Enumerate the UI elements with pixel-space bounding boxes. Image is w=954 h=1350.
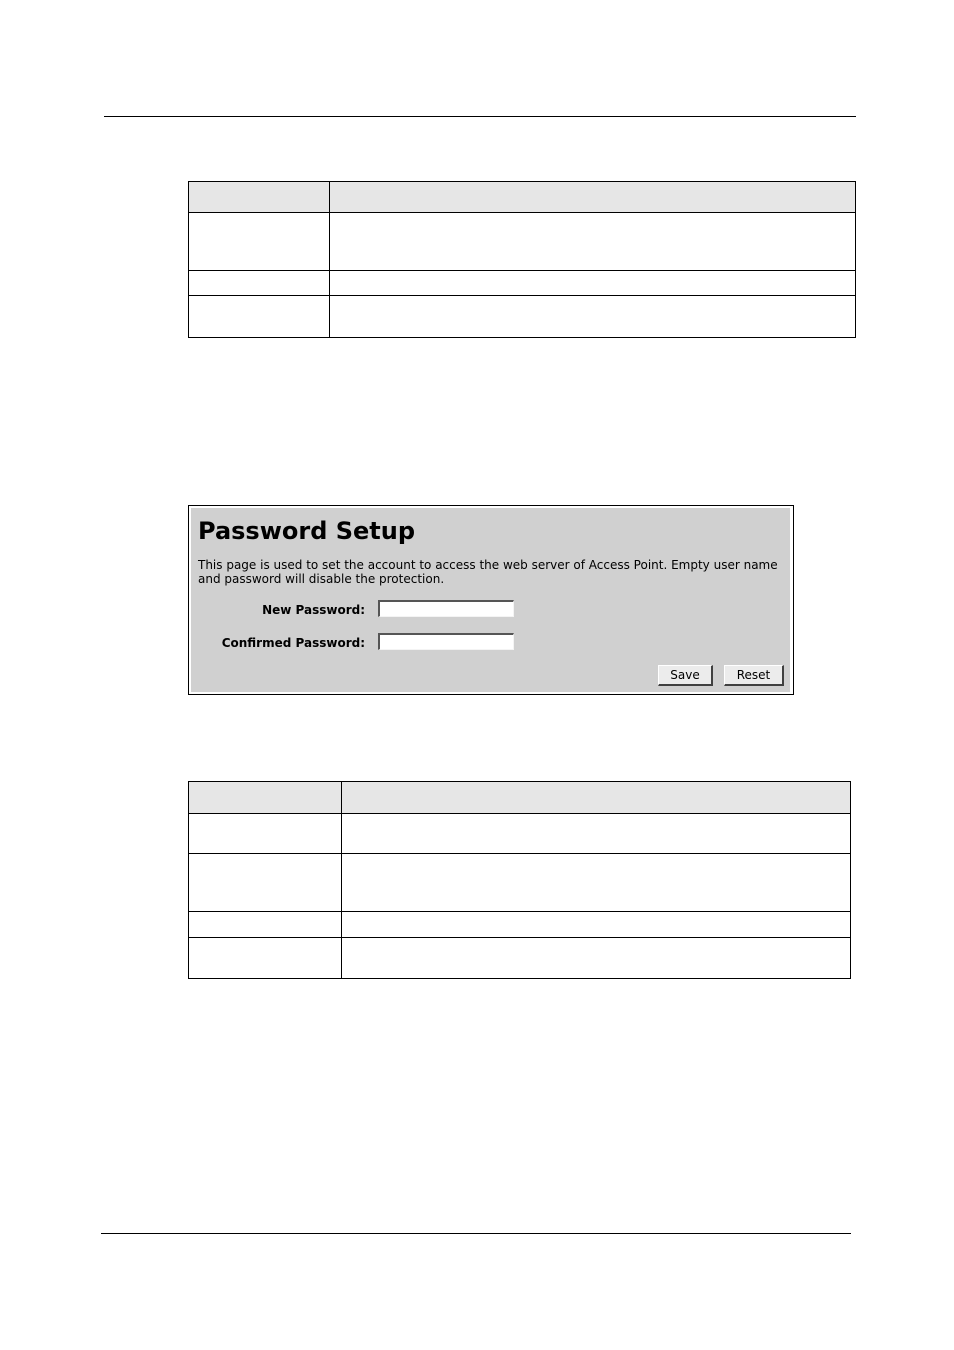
table-header-row bbox=[189, 182, 856, 213]
table-row bbox=[189, 912, 851, 938]
table-row bbox=[189, 854, 851, 912]
table-header-cell bbox=[342, 782, 851, 814]
table-cell bbox=[189, 814, 342, 854]
table-cell bbox=[342, 938, 851, 979]
table-cell bbox=[330, 296, 856, 338]
password-setup-panel bbox=[191, 508, 790, 692]
parameter-table-top bbox=[188, 181, 856, 338]
table-cell bbox=[330, 213, 856, 271]
table-row bbox=[189, 814, 851, 854]
new-password-label: New Password: bbox=[262, 603, 365, 617]
table-row bbox=[189, 213, 856, 271]
password-setup-screenshot bbox=[188, 505, 794, 695]
table-row bbox=[189, 296, 856, 338]
table-cell bbox=[189, 854, 342, 912]
new-password-input[interactable] bbox=[378, 600, 514, 617]
table-row bbox=[189, 938, 851, 979]
table-cell bbox=[189, 938, 342, 979]
header-rule bbox=[104, 116, 856, 117]
table-header-cell bbox=[189, 782, 342, 814]
table-cell bbox=[342, 854, 851, 912]
table-header-row bbox=[189, 782, 851, 814]
confirmed-password-label: Confirmed Password: bbox=[221, 636, 365, 650]
table-header-cell bbox=[330, 182, 856, 213]
table-header-cell bbox=[189, 182, 330, 213]
save-button[interactable]: Save bbox=[658, 665, 713, 686]
table-cell bbox=[189, 271, 330, 296]
table-cell bbox=[189, 912, 342, 938]
table-cell bbox=[330, 271, 856, 296]
table-cell bbox=[342, 912, 851, 938]
table-row bbox=[189, 271, 856, 296]
reset-button[interactable]: Reset bbox=[724, 665, 784, 686]
table-cell bbox=[342, 814, 851, 854]
confirmed-password-input[interactable] bbox=[378, 633, 514, 650]
parameter-table-bottom bbox=[188, 781, 851, 979]
page-title: Password Setup bbox=[198, 517, 416, 545]
table-cell bbox=[189, 296, 330, 338]
table-cell bbox=[189, 213, 330, 271]
footer-rule bbox=[101, 1233, 851, 1234]
page-description: This page is used to set the account to access the web server of Access Point. Empty user name and password will disable the protection. bbox=[198, 558, 778, 586]
